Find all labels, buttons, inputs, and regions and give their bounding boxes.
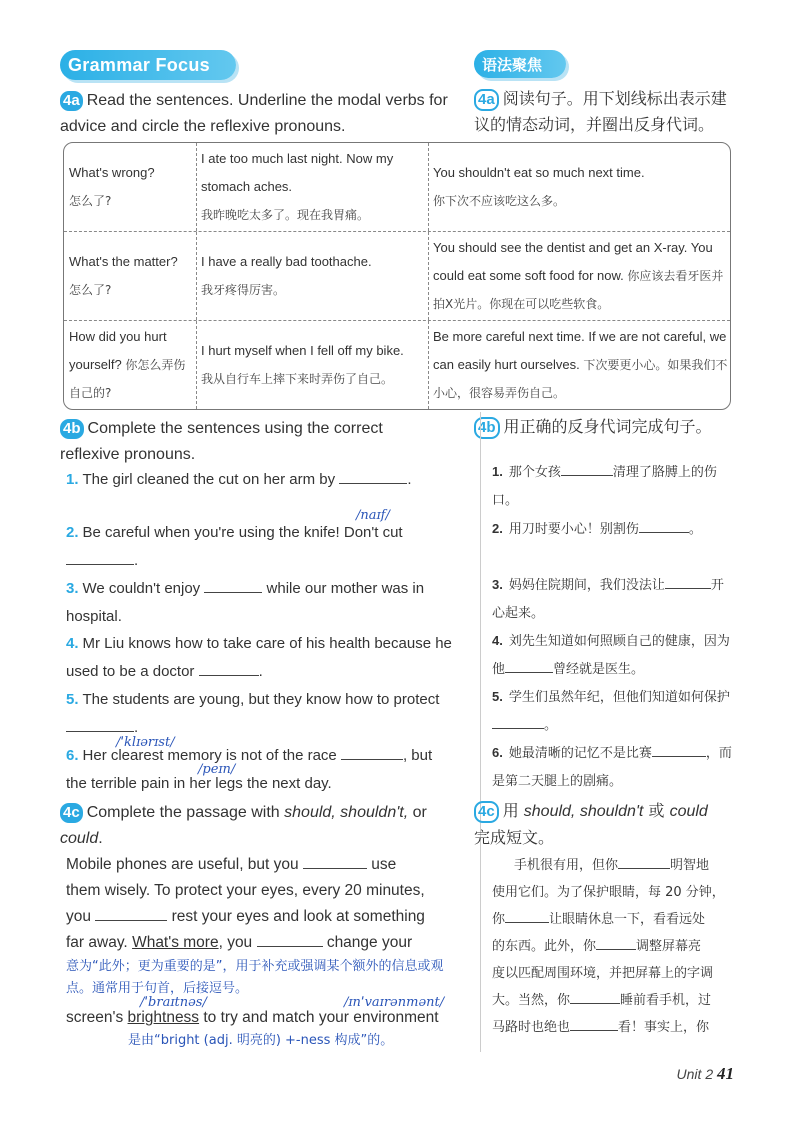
- list-item: [492, 627, 732, 684]
- list-item: [492, 683, 732, 740]
- passage-line: [492, 906, 737, 933]
- badge-4a: 4a: [60, 91, 83, 111]
- question-cn: 怎么了?: [69, 194, 112, 208]
- unit-label: Unit 2: [676, 1066, 714, 1082]
- item-number: 1.: [66, 471, 79, 488]
- phonetic-pain: /peɪn/: [198, 762, 236, 777]
- question-text: What's wrong?: [69, 165, 155, 180]
- instruction-4b-cn-text: 用正确的反身代词完成句子。: [503, 417, 712, 436]
- section-banner-cn: [474, 50, 566, 78]
- advice-cn: 下次要更小心。如果我们不小心，很容易弄伤自己。: [433, 358, 728, 400]
- passage-text: 明智地: [670, 858, 710, 873]
- instruction-4c-or: or: [408, 804, 427, 821]
- item-text-end: .: [134, 552, 139, 569]
- passage-text: 手机很有用，但你: [514, 858, 619, 873]
- answer-blank[interactable]: [204, 578, 262, 593]
- item-number: 5.: [492, 689, 503, 704]
- passage-line: [492, 933, 737, 960]
- instruction-4c-text: Complete the passage with: [86, 804, 285, 821]
- section-banner-en: [60, 50, 236, 80]
- answer-blank[interactable]: [95, 906, 167, 921]
- passage-text: 调整屏幕亮: [636, 939, 702, 954]
- item-text: Mr Liu knows how to take care of his health because he used to be a doctor: [66, 635, 452, 680]
- banner-en-title: Grammar Focus: [68, 54, 210, 75]
- item-text: 妈妈住院期间，我们没法让: [508, 578, 665, 593]
- passage-text: Mobile phones are useful, but you: [66, 856, 299, 873]
- passage-text: 看！事实上，你: [618, 1020, 710, 1035]
- item-text-end: 。: [688, 522, 702, 537]
- list-item: [492, 458, 732, 515]
- badge-4c: 4c: [60, 803, 83, 823]
- answer-cn: 我昨晚吃太多了。现在我胃痛。: [201, 208, 370, 222]
- item-text-end: while our mother was in hospital.: [66, 580, 425, 625]
- table-cell-question: [64, 143, 197, 231]
- passage-line: [66, 930, 458, 956]
- passage-line: [492, 1014, 737, 1041]
- question-text: What's the matter?: [69, 254, 178, 269]
- annotation-brightness: 是由“bright (adj. 明亮的) +-ness 构成”的。: [128, 1033, 394, 1048]
- passage-text: you: [66, 908, 91, 925]
- item-text: Her clearest memory is not of the race: [82, 747, 337, 764]
- passage-text: 睡前看手机，过: [620, 993, 712, 1008]
- page-footer: [677, 1064, 734, 1084]
- list-item: [66, 575, 456, 631]
- table-row: [64, 232, 730, 321]
- table-cell-answer: [196, 321, 429, 409]
- highlight-word: brightness: [127, 1009, 200, 1026]
- passage-line: [492, 987, 737, 1014]
- item-text: The students are young, but they know how to protect: [82, 691, 440, 708]
- answer-blank[interactable]: [199, 661, 259, 676]
- list-item: [492, 571, 732, 628]
- list-item: [66, 466, 456, 494]
- answer-blank[interactable]: [570, 989, 620, 1004]
- item-text: We couldn't enjoy: [82, 580, 201, 597]
- question-cn: 你怎么弄伤自己的?: [69, 358, 186, 400]
- instruction-4c-cn-or: 或: [643, 801, 670, 820]
- answer-blank[interactable]: [505, 908, 549, 923]
- instruction-4c-cn: [474, 798, 739, 851]
- answer-cn: 我牙疼得厉害。: [201, 283, 286, 297]
- advice-text: You shouldn't eat so much next time.: [433, 165, 645, 180]
- answer-blank[interactable]: [492, 714, 544, 729]
- table-cell-advice: [428, 232, 731, 320]
- item-text: 那个女孩: [508, 465, 561, 480]
- item-text: Be careful when you're using the knife! Don't cut: [82, 524, 403, 541]
- advice-cn: 你下次不应该吃这么多。: [433, 194, 566, 208]
- passage-line: [492, 852, 737, 879]
- item-text: 她最清晰的记忆不是比赛: [508, 746, 652, 761]
- answer-blank[interactable]: [596, 935, 636, 950]
- table-cell-answer: [196, 232, 429, 320]
- badge-4a-cn: 4a: [474, 89, 499, 111]
- instruction-4c-words: should, shouldn't,: [284, 804, 409, 821]
- instruction-4c-en: [60, 800, 455, 852]
- passage-text: them wisely. To protect your eyes, every 20 minutes,: [66, 882, 425, 899]
- answer-blank[interactable]: [257, 932, 323, 947]
- passage-text: 大。当然，你: [492, 993, 571, 1008]
- item-text-end: 。: [544, 718, 558, 733]
- passage-text: to try and match your environment: [203, 1009, 439, 1026]
- instruction-4a-cn-text: 阅读句子。用下划线标出表示建议的情态动词，并圈出反身代词。: [474, 89, 727, 134]
- instruction-4c-cn-words: should, shouldn't: [523, 803, 644, 820]
- instruction-4a-en: [60, 88, 455, 140]
- answer-text: I have a really bad toothache.: [201, 254, 372, 269]
- item-text: 刘先生知道如何照顾自己的健康，因为他: [492, 634, 730, 677]
- item-text: 学生们虽然年纪，但他们知道如何保护: [508, 690, 730, 705]
- item-text-end: ，而是第二天腿上的剧痛。: [492, 746, 732, 789]
- dialogue-table: [63, 142, 731, 410]
- answer-blank[interactable]: [618, 854, 670, 869]
- passage-text: far away.: [66, 934, 128, 951]
- passage-line: [66, 878, 458, 904]
- instruction-4a-cn: [474, 86, 739, 138]
- list-item: [66, 630, 456, 686]
- passage-text: change your: [326, 934, 413, 951]
- instruction-4c-cn-pre: 用: [502, 801, 524, 820]
- instruction-4c-cn-could: could: [669, 803, 708, 820]
- passage-line: [66, 852, 458, 878]
- column-divider: [480, 412, 481, 1052]
- passage-text: 度以匹配周围环境，并把屏幕上的字调: [492, 966, 714, 981]
- passage-line: [66, 904, 458, 930]
- item-number: 2.: [492, 521, 503, 536]
- list-item: [492, 739, 732, 796]
- item-number: 6.: [492, 745, 503, 760]
- table-row: [64, 321, 730, 409]
- list-item: [66, 742, 456, 798]
- item-text: The girl cleaned the cut on her arm by: [82, 471, 336, 488]
- item-text-end: .: [134, 719, 139, 736]
- answer-blank[interactable]: [665, 574, 711, 589]
- badge-4b: 4b: [60, 419, 84, 439]
- item-number: 2.: [66, 524, 79, 541]
- instruction-4b-en: [60, 416, 440, 468]
- item-number: 3.: [492, 577, 503, 592]
- passage-text: 马路时也绝也: [492, 1020, 571, 1035]
- instruction-4b-cn: [474, 414, 739, 440]
- instruction-4a-text: Read the sentences. Underline the modal verbs for advice and circle the reflexive pronouns.: [60, 92, 448, 135]
- instruction-4c-could: could: [60, 830, 99, 847]
- list-item: [492, 515, 732, 544]
- passage-en: [66, 852, 458, 956]
- answer-blank[interactable]: [66, 550, 134, 565]
- table-cell-answer: [196, 143, 429, 231]
- item-text-end: 开心起来。: [492, 578, 724, 621]
- passage-text: , you: [218, 934, 253, 951]
- item-text: 用刀时要小心！别割伤: [508, 522, 639, 537]
- answer-blank[interactable]: [561, 461, 613, 476]
- answer-blank[interactable]: [339, 469, 407, 484]
- answer-blank[interactable]: [639, 518, 689, 533]
- answer-text: I hurt myself when I fell off my bike.: [201, 343, 404, 358]
- answer-text: I ate too much last night. Now my stomach aches.: [201, 151, 394, 194]
- passage-text: rest your eyes and look at something: [171, 908, 425, 925]
- item-text-end: , but the terrible pain in her legs the next day.: [66, 747, 433, 792]
- passage-line: [492, 879, 737, 906]
- passage-line: [492, 960, 737, 987]
- item-number: 1.: [492, 464, 503, 479]
- passage-text: 的东西。此外，你: [492, 939, 597, 954]
- banner-cn-title: 语法聚焦: [482, 55, 543, 74]
- passage-text: 让眼睛休息一下，看看远处: [549, 912, 706, 927]
- answer-blank[interactable]: [652, 742, 706, 757]
- instruction-4c-cn-end: 完成短文。: [474, 828, 555, 847]
- item-text-end: .: [258, 663, 263, 680]
- question-text: How did you hurt yourself?: [69, 329, 167, 372]
- answer-cn: 我从自行车上摔下来时弄伤了自己。: [201, 372, 394, 386]
- phonetic-clearest: /ˈklɪərɪst/: [116, 735, 175, 750]
- list-item: [66, 686, 456, 742]
- phonetic-brightness: /ˈbraɪtnəs/: [140, 995, 207, 1010]
- item-text-end: 曾经就是医生。: [553, 662, 645, 677]
- badge-4c-cn: 4c: [474, 801, 499, 823]
- phonetic-environment: /ɪnˈvaɪrənmənt/: [344, 995, 445, 1010]
- answer-blank[interactable]: [570, 1016, 618, 1031]
- badge-4b-cn: 4b: [474, 417, 500, 439]
- item-number: 4.: [66, 635, 79, 652]
- item-number: 3.: [66, 580, 79, 597]
- phonetic-knife: /naɪf/: [356, 508, 390, 523]
- answer-blank[interactable]: [505, 658, 553, 673]
- table-cell-advice: [428, 321, 731, 409]
- item-number: 5.: [66, 691, 79, 708]
- advice-text: You should see the dentist and get an X-ray. You could eat some soft food for now.: [433, 240, 713, 283]
- item-number: 4.: [492, 633, 503, 648]
- passage-text: screen's: [66, 1009, 124, 1026]
- page-number: 41: [717, 1064, 734, 1083]
- passage-text: 你: [492, 912, 506, 927]
- answer-blank[interactable]: [66, 717, 134, 732]
- question-cn: 怎么了?: [69, 283, 112, 297]
- annotation-whats-more: 意为“此外；更为重要的是”，用于补充或强调某个额外的信息或观点。通常用于句首，后接逗号。: [66, 959, 444, 996]
- passage-line: [66, 1004, 461, 1032]
- table-cell-question: [64, 232, 197, 320]
- passage-cn: [492, 852, 737, 1041]
- table-cell-question: [64, 321, 197, 409]
- advice-cn: 你应该去看牙医并拍X光片。你现在可以吃些软食。: [433, 269, 724, 311]
- answer-blank[interactable]: [341, 745, 403, 760]
- instruction-4b-text: Complete the sentences using the correct reflexive pronouns.: [60, 420, 383, 463]
- instruction-4c-end: .: [98, 830, 103, 847]
- item-text-end: 清理了胳膊上的伤口。: [492, 465, 717, 508]
- highlight-phrase: What's more: [132, 934, 219, 951]
- item-text-end: .: [407, 471, 412, 488]
- table-cell-advice: [428, 143, 731, 231]
- table-row: [64, 143, 730, 232]
- passage-text: 使用它们。为了保护眼睛，每 20 分钟，: [492, 885, 725, 900]
- list-item: [66, 519, 456, 575]
- answer-blank[interactable]: [303, 854, 367, 869]
- advice-text: Be more careful next time. If we are not careful, we can easily hurt ourselves.: [433, 329, 727, 372]
- item-number: 6.: [66, 747, 79, 764]
- passage-text: use: [371, 856, 397, 873]
